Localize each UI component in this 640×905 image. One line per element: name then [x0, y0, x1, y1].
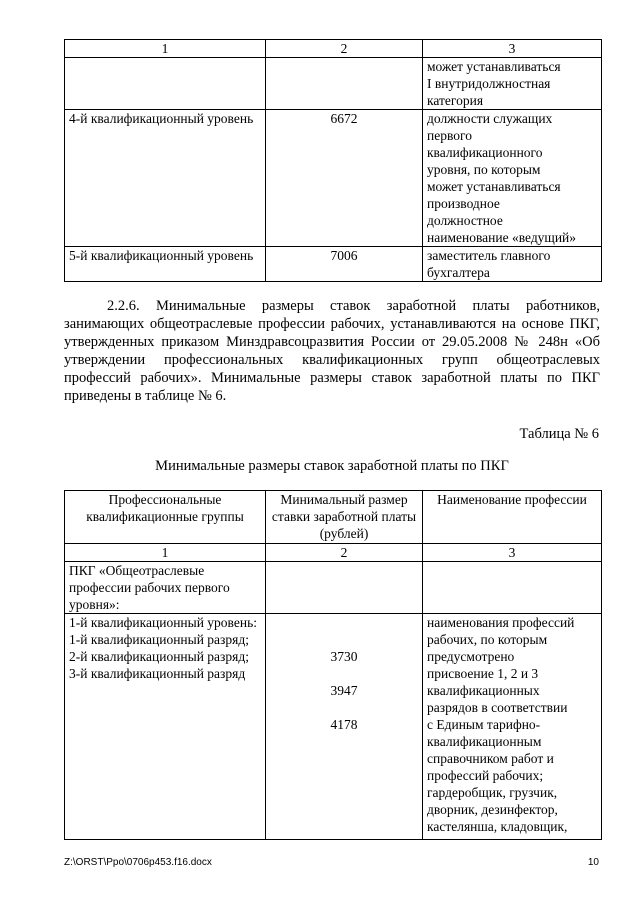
col-number-2: 2: [266, 40, 423, 58]
description-line: профессий рабочих;: [427, 768, 544, 783]
col-number-3: 3: [423, 40, 602, 58]
description-line: квалификационного: [427, 145, 543, 160]
col-number-1: 1: [65, 544, 266, 562]
description-line: квалификационным: [427, 734, 542, 749]
pkg-group-cell: ПКГ «Общеотраслевые профессии рабочих первого уровня»:: [65, 562, 266, 614]
description-line: предусмотрено: [427, 649, 515, 664]
description-line: справочником работ и: [427, 751, 554, 766]
rate-cell: 6672: [266, 110, 423, 247]
col-number-1: 1: [65, 40, 266, 58]
header-rate: Минимальный размер ставки заработной платы (рублей): [266, 491, 423, 544]
column-number-row: [65, 40, 602, 58]
spacer: [270, 614, 418, 648]
description-line: бухгалтера: [427, 265, 490, 280]
grade-label: 3-й квалификационный разряд: [69, 666, 246, 681]
description-line: наименования профессий: [427, 615, 575, 630]
table-caption: Таблица № 6: [519, 426, 599, 442]
description-line: разрядов в соответствии: [427, 700, 568, 715]
rate-cell: [266, 58, 423, 110]
description-line: I внутридолжностная: [427, 76, 551, 91]
col-number-3: 3: [423, 544, 602, 562]
group-cell: [65, 58, 266, 110]
group-cell: 5-й квалификационный уровень: [65, 247, 266, 282]
description-line: категория: [427, 93, 484, 108]
description-line: может устанавливаться: [427, 59, 561, 74]
description-line: квалификационных: [427, 683, 540, 698]
empty-cell: [423, 562, 602, 614]
description-line: заместитель главного: [427, 248, 551, 263]
table-row: [65, 247, 602, 282]
description-cell: [423, 58, 602, 110]
header-groups: Профессиональные квалификационные группы: [65, 491, 266, 544]
description-line: с Единым тарифно-: [427, 717, 541, 732]
header-row: [65, 491, 602, 544]
description-line: должности служащих: [427, 111, 553, 126]
col-number-2: 2: [266, 544, 423, 562]
rate-value: 4178: [330, 717, 358, 732]
description-cell: [423, 614, 602, 840]
description-line: первого: [427, 128, 472, 143]
group-cell: 4-й квалификационный уровень: [65, 110, 266, 247]
empty-cell: [266, 562, 423, 614]
description-line: присвоение 1, 2 и 3: [427, 666, 539, 681]
rate-value: 3730: [330, 649, 358, 664]
description-line: наименование «ведущий»: [427, 230, 577, 245]
description-cell: [423, 247, 602, 282]
description-line: может устанавливаться: [427, 179, 561, 194]
footer-file-path: Z:\ORST\Ppo\0706p453.f16.docx: [64, 857, 212, 868]
description-line: производное: [427, 196, 500, 211]
table-row: [65, 110, 602, 247]
rates-table: [64, 490, 602, 840]
table-row: [65, 58, 602, 110]
description-line: должностное: [427, 213, 503, 228]
rate-cell: [266, 614, 423, 840]
continuation-table: [64, 39, 602, 282]
body-paragraph: 2.2.6. Минимальные размеры ставок заработной платы работников, занимающих общеотраслевые профессии рабочих, устанавливаются на основе ПКГ, утвержденных приказом Минздравсоцразвития России от 29.05.2008 № 248н «Об утверждении профессиональных квалификационных групп общеотраслевых профессий рабочих». Минимальные размеры ставок заработной платы по ПКГ приведены в таблице № 6.: [64, 298, 600, 404]
rate-cell: 7006: [266, 247, 423, 282]
description-line: дворник, дезинфектор,: [427, 802, 558, 817]
grade-label: 2-й квалификационный разряд;: [69, 649, 249, 664]
page-number: 10: [587, 857, 599, 868]
description-line: рабочих, по которым: [427, 632, 548, 647]
table-row: [65, 562, 602, 614]
level-label: 1-й квалификационный уровень:: [69, 615, 257, 630]
table-title: Минимальные размеры ставок заработной платы по ПКГ: [155, 458, 509, 474]
header-profession: Наименование профессии: [423, 491, 602, 544]
group-cell: [65, 614, 266, 840]
grade-label: 1-й квалификационный разряд;: [69, 632, 249, 647]
rate-value: 3947: [330, 683, 358, 698]
description-line: гардеробщик, грузчик,: [427, 785, 558, 800]
table-row: [65, 614, 602, 840]
column-number-row: [65, 544, 602, 562]
description-line: кастелянша, кладовщик,: [427, 819, 568, 834]
description-cell: [423, 110, 602, 247]
description-line: уровня, по которым: [427, 162, 541, 177]
